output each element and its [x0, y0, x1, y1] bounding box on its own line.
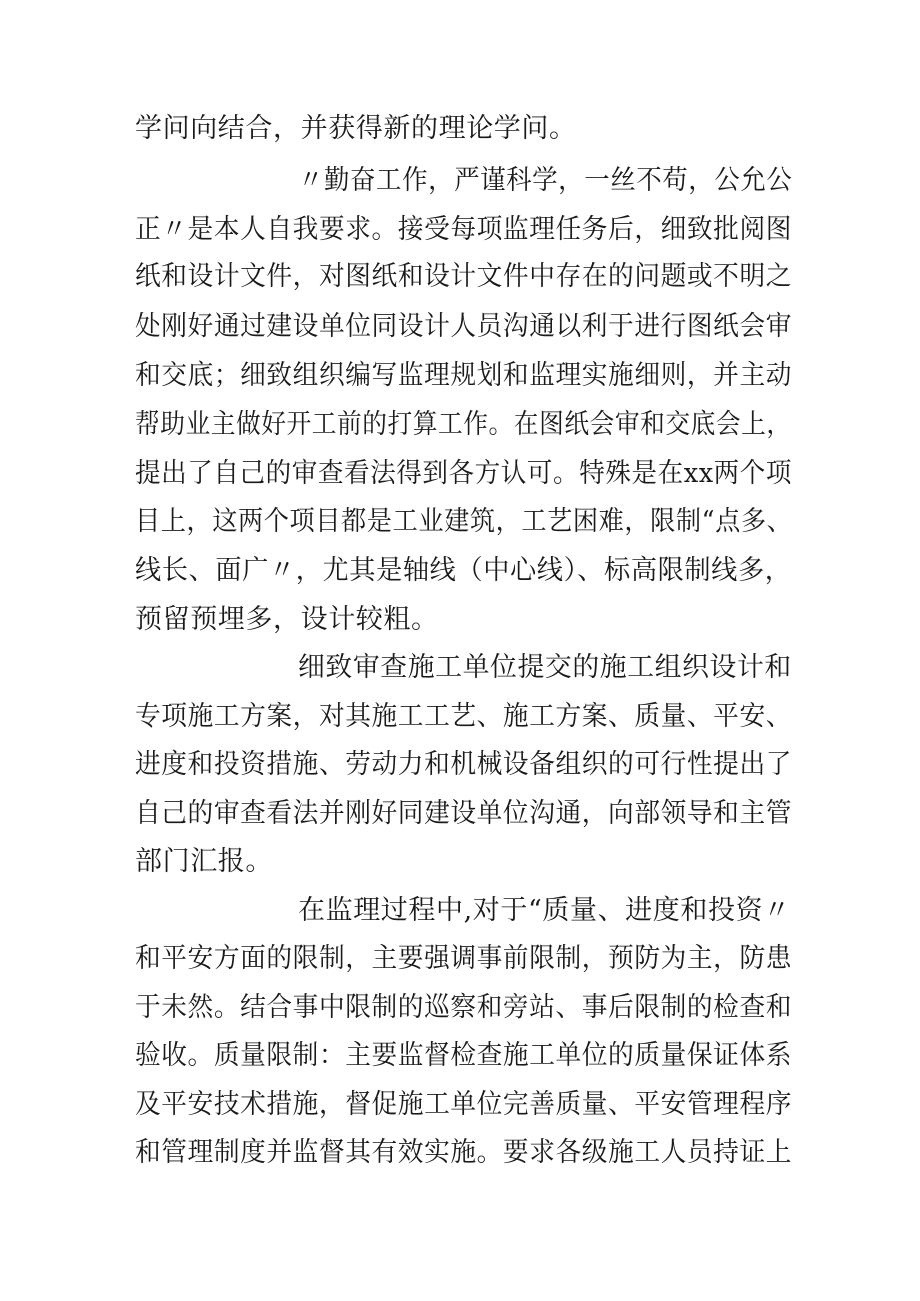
text-line: 帮助业主做好开工前的打算工作。在图纸会审和交底会上，	[135, 409, 792, 440]
text-line: 和平安方面的限制，主要强调事前限制，预防为主，防患	[135, 943, 793, 974]
text-line: 及平安技术措施，督促施工单位完善质量、平安管理程序	[135, 1089, 793, 1120]
paragraph-start-line: 〃勤奋工作，严谨科学，一丝不苟，公允公	[298, 165, 793, 196]
text-line: 进度和投资措施、劳动力和机械设备组织的可行性提出了	[135, 749, 793, 780]
text-line: 线长、面广〃，尤其是轴线（中心线）、标高限制线多，	[135, 555, 792, 586]
text-line: 专项施工方案，对其施工工艺、施工方案、质量、平安、	[135, 701, 793, 732]
paragraph-start-line: 细致审查施工单位提交的施工组织设计和	[298, 652, 792, 683]
text-line: 于未然。结合事中限制的巡察和旁站、事后限制的检查和	[135, 992, 793, 1023]
text-line: 自己的审查看法并刚好同建设单位沟通，向部领导和主管	[135, 798, 793, 829]
text-line: 和管理制度并监督其有效实施。要求各级施工人员持证上	[135, 1137, 793, 1168]
text-line: 学问向结合，并获得新的理论学问。	[135, 113, 577, 144]
text-line: 预留预埋多，设计较粗。	[135, 604, 439, 635]
text-line: 处刚好通过建设单位同设计人员沟通以利于进行图纸会审	[135, 311, 793, 342]
text-line: 提出了自己的审查看法得到各方认可。特殊是在xx两个项	[135, 458, 793, 489]
text-line: 部门汇报。	[135, 846, 273, 877]
text-line: 目上，这两个项目都是工业建筑，工艺困难，限制“点多、	[135, 506, 793, 537]
paragraph-start-line: 在监理过程中,对于“质量、进度和投资〃	[298, 895, 791, 926]
text-line: 验收。质量限制：主要监督检查施工单位的质量保证体系	[135, 1040, 793, 1071]
text-line: 和交底；细致组织编写监理规划和监理实施细则，并主动	[135, 360, 793, 391]
text-line: 纸和设计文件，对图纸和设计文件中存在的问题或不明之	[135, 261, 793, 292]
text-line: 正〃是本人自我要求。接受每项监理任务后，细致批阅图	[135, 214, 793, 245]
